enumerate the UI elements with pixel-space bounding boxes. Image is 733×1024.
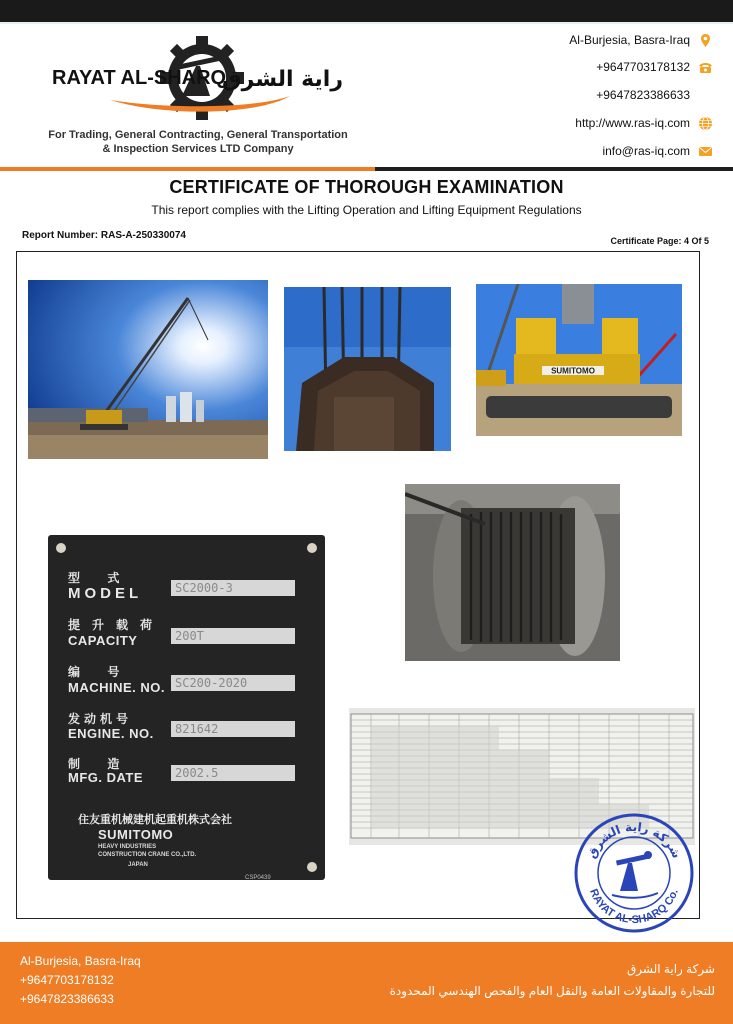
nameplate-value-machine-no: SC200-2020	[171, 675, 295, 691]
envelope-icon	[698, 144, 713, 159]
footer-phone-2[interactable]: +9647823386633	[20, 992, 114, 1006]
machine-nameplate	[48, 535, 325, 880]
contact-phone-2[interactable]: +9647823386633	[596, 88, 690, 102]
nameplate-maker-sub1: HEAVY INDUSTRIES	[98, 844, 157, 850]
nameplate-label-machine-no: MACHINE. NO.	[68, 680, 165, 695]
location-pin-icon	[698, 33, 713, 48]
nameplate-label-cn: 制 造	[68, 757, 132, 771]
top-dark-bar	[0, 0, 733, 22]
photo-crane-boom	[28, 280, 268, 459]
header-dark-rule	[375, 167, 733, 171]
certificate-page-number: Certificate Page: 4 Of 5	[610, 236, 709, 246]
nameplate-maker-cn: 住友重机械建机起重机株式会社	[78, 814, 232, 826]
crane-body-brand: SUMITOMO	[551, 366, 595, 376]
nameplate-label-cn: 型 式	[68, 571, 132, 585]
stamp-text-ar: شركة راية الشرق	[584, 819, 684, 861]
top-bar-divider	[0, 22, 733, 24]
nameplate-label-engine-no: ENGINE. NO.	[68, 726, 154, 741]
photo-wire-rope-drum	[405, 484, 620, 661]
contact-email[interactable]: info@ras-iq.com	[602, 141, 713, 161]
globe-icon	[698, 116, 713, 131]
nameplate-label-cn: 发动机号	[68, 712, 133, 726]
footer-address: Al-Burjesia, Basra-Iraq	[20, 954, 141, 968]
logo-text-en: RAYAT AL-SHARQ	[52, 67, 227, 89]
nameplate-code: CSP0439	[245, 875, 271, 880]
certificate-subtitle: This report complies with the Lifting Operation and Lifting Equipment Regulations	[151, 203, 582, 217]
logo-text-ar: راية الشرق	[221, 67, 343, 92]
company-stamp	[572, 811, 696, 935]
nameplate-value-engine-no: 821642	[171, 721, 295, 737]
contact-phone-1[interactable]: +9647703178132	[596, 57, 713, 77]
nameplate-label-mfg-date: MFG. DATE	[68, 770, 144, 785]
certificate-title: CERTIFICATE OF THOROUGH EXAMINATION	[169, 177, 564, 197]
company-description-line1: For Trading, General Contracting, General Transportation	[48, 129, 348, 141]
nameplate-value-capacity: 200T	[171, 628, 295, 644]
nameplate-label-capacity: CAPACITY	[68, 633, 138, 648]
photo-crane-body	[476, 284, 682, 436]
report-number: Report Number: RAS-A-250330074	[22, 230, 186, 241]
nameplate-label-model: MODEL	[68, 585, 143, 602]
nameplate-value-mfg-date: 2002.5	[171, 765, 295, 781]
nameplate-maker-sub3: JAPAN	[128, 862, 148, 868]
photo-sheave-block	[284, 287, 451, 451]
footer-company-name-ar: شركة راية الشرق	[626, 962, 715, 976]
footer-phone-1[interactable]: +9647703178132	[20, 973, 114, 987]
footer-company-desc-ar: للتجارة والمقاولات العامة والنقل العام والفحص الهندسي المحدودة	[389, 984, 715, 998]
nameplate-label-cn: 编 号	[68, 665, 132, 679]
nameplate-value-model: SC2000-3	[171, 580, 295, 596]
telephone-icon	[698, 60, 713, 75]
contact-address: Al-Burjesia, Basra-Iraq	[569, 30, 713, 50]
company-logo	[50, 30, 350, 125]
nameplate-maker: SUMITOMO	[98, 827, 174, 842]
contact-website[interactable]: http://www.ras-iq.com	[575, 113, 713, 133]
nameplate-maker-sub2: CONSTRUCTION CRANE CO.,LTD.	[98, 852, 197, 858]
nameplate-label-cn: 提升载荷	[68, 618, 165, 632]
stamp-text-en: RAYAT AL-SHARQ Co.	[587, 887, 681, 927]
company-description-line2: & Inspection Services LTD Company	[102, 143, 294, 155]
page-footer	[0, 942, 733, 1024]
header-orange-rule	[0, 167, 375, 171]
